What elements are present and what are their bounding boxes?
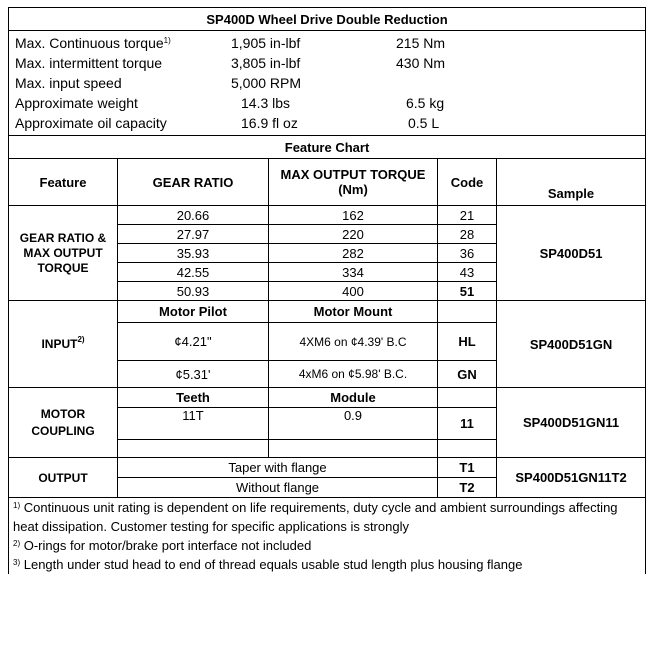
gear-ratio-cell: 50.93 (118, 282, 269, 301)
code-cell: 43 (438, 263, 497, 282)
spec-label: Max. input speed (15, 75, 122, 91)
teeth-header: Teeth (118, 388, 269, 408)
spec-label: Max. Continuous torque (15, 35, 164, 51)
gear-ratio-cell: 35.93 (118, 244, 269, 263)
feature-chart-title: Feature Chart (9, 136, 646, 159)
code-cell: T1 (438, 458, 497, 478)
spec-row (15, 93, 639, 113)
code-cell: T2 (438, 478, 497, 498)
code-cell: 21 (438, 206, 497, 225)
input-section-label: INPUT$^{2)}$ (9, 301, 118, 388)
module-header: Module (269, 388, 438, 408)
spec-label: Approximate oil capacity (15, 115, 167, 131)
spec-row (15, 53, 639, 73)
coupling-sample: SP400D51GN11 (497, 388, 646, 458)
motor-mount-cell: 4XM6 on ¢4.39' B.C (269, 323, 438, 361)
torque-cell: 282 (269, 244, 438, 263)
spec-imperial: 16.9 fl oz (241, 115, 298, 131)
footnote: $^{2)}$ O-rings for motor/brake port interface not included (13, 538, 312, 553)
page-title: SP400D Wheel Drive Double Reduction (9, 8, 646, 31)
header-gear-ratio: GEAR RATIO (118, 159, 269, 206)
spec-sheet (8, 7, 645, 574)
header-code: Code (438, 159, 497, 206)
output-section-label: OUTPUT (9, 458, 118, 498)
header-max-output: MAX OUTPUT TORQUE (Nm) (269, 159, 438, 206)
code-cell: 11 (438, 408, 497, 440)
spec-row: Max. Continuous torque$^{1)}$ 1,905 in-lbf 215 Nm (15, 35, 446, 51)
input-sample: SP400D51GN (497, 301, 646, 388)
gear-section-label: GEAR RATIO & MAX OUTPUT TORQUE (9, 206, 118, 301)
footnotes (9, 498, 646, 575)
torque-cell: 334 (269, 263, 438, 282)
header-sample: Sample (497, 159, 646, 206)
spec-imperial: 14.3 lbs (241, 95, 291, 111)
torque-cell: 400 (269, 282, 438, 301)
gear-sample: SP400D51 (497, 206, 646, 301)
motor-mount-cell: 4xM6 on ¢5.98' B.C. (269, 361, 438, 388)
code-cell: 51 (438, 282, 497, 301)
motor-pilot-cell: ¢5.31' (118, 361, 269, 388)
output-desc-cell: Taper with flange (118, 458, 438, 478)
header-feature: Feature (9, 159, 118, 206)
code-cell: 36 (438, 244, 497, 263)
code-cell: GN (438, 361, 497, 388)
footnote: $^{3)}$ Length under stud head to end of thread equals usable stud length plus housing flange (13, 557, 523, 572)
footnote: $^{1)}$ Continuous unit rating is dependent on life requirements, duty cycle and ambient surroundings affecting heat dissipation. Customer testing for specific applications is strongly (13, 500, 618, 534)
coupling-section-label: MOTOR COUPLING (9, 388, 118, 458)
output-sample: SP400D51GN11T2 (497, 458, 646, 498)
spec-row (15, 113, 639, 133)
spec-row (15, 73, 639, 93)
spec-metric: 6.5 kg (406, 95, 445, 111)
spec-metric: 430 Nm (396, 55, 446, 71)
motor-mount-header: Motor Mount (269, 301, 438, 323)
code-cell: 28 (438, 225, 497, 244)
motor-pilot-header: Motor Pilot (118, 301, 269, 323)
spec-label: Max. intermittent torque (15, 55, 163, 71)
spec-label: Approximate weight (15, 95, 138, 111)
spec-metric: 215 Nm (396, 35, 446, 51)
spec-imperial: 3,805 in-lbf (231, 55, 301, 71)
spec-table (8, 7, 646, 574)
output-desc-cell: Without flange (118, 478, 438, 498)
module-cell: 0.9 (269, 408, 438, 440)
teeth-cell: 11T (118, 408, 269, 440)
motor-pilot-cell: ¢4.21" (118, 323, 269, 361)
torque-cell: 220 (269, 225, 438, 244)
gear-ratio-cell: 42.55 (118, 263, 269, 282)
spec-imperial: 1,905 in-lbf (231, 35, 301, 51)
gear-ratio-cell: 20.66 (118, 206, 269, 225)
code-cell: HL (438, 323, 497, 361)
spec-metric: 0.5 L (408, 115, 440, 131)
torque-cell: 162 (269, 206, 438, 225)
spec-imperial: 5,000 RPM (231, 75, 302, 91)
gear-ratio-cell: 27.97 (118, 225, 269, 244)
